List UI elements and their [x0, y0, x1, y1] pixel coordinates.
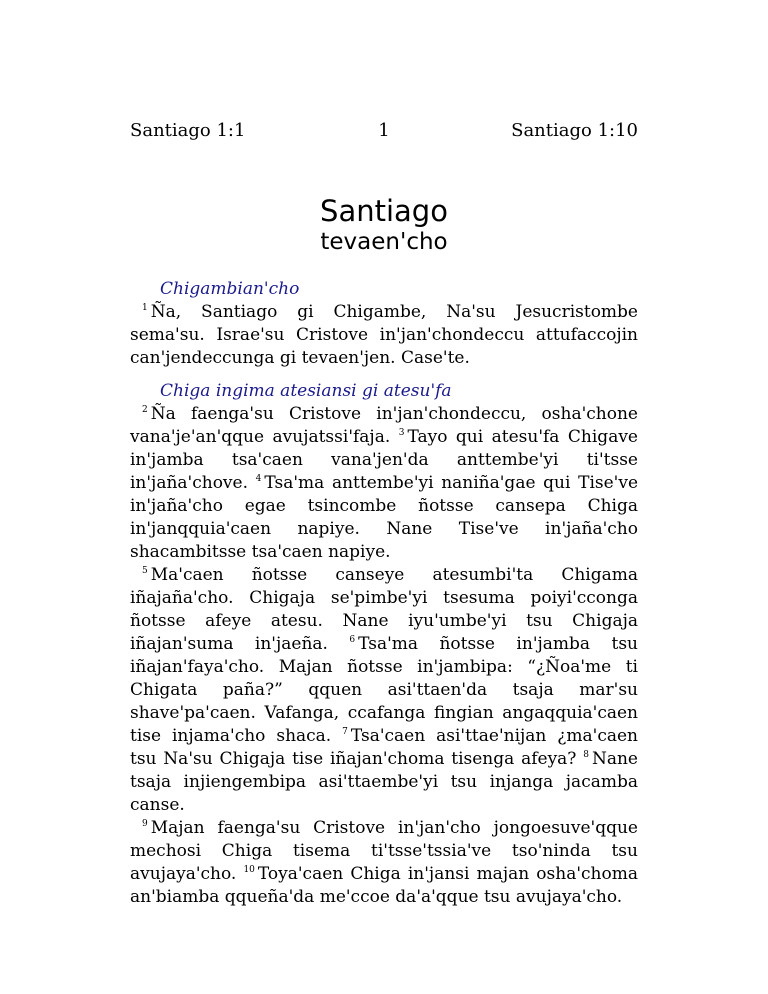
verse-number: 7 — [342, 727, 348, 738]
header-right-reference: Santiago 1:10 — [511, 120, 638, 141]
verse-text: Toya'caen Chiga in'jansi majan osha'choma an'biamba qqueña'da me'ccoe da'a'qque tsu avujaya'cho. — [130, 864, 638, 907]
verse-text: Nane tsaja injiengembipa asi'ttaembe'yi tsu injanga jacamba canse. — [130, 749, 638, 815]
verse-text: Tsa'caen asi'ttae'nijan ¿ma'caen tsu Na'su Chigaja tise iñajan'choma tisenga afeya? — [130, 726, 639, 769]
verse-text: Tayo qui atesu'fa Chigave in'jamba tsa'caen vana'jen'da anttembe'yi ti'tsse in'jaña'chove. — [130, 427, 638, 493]
verse-number: 2 — [142, 405, 148, 416]
section-gap — [130, 370, 638, 380]
paragraph — [130, 817, 638, 909]
page-number: 1 — [378, 120, 390, 141]
book-title-block — [130, 194, 638, 256]
verse-text: Tsa'ma anttembe'yi naniña'gae qui Tise've in'jaña'cho egae tsincombe ñotsse cansepa Chiga in'janqquia'caen napiye. Nane Tise've in'jaña'cho shacambitsse tsa'caen napiye. — [130, 473, 639, 562]
verse-number: 3 — [398, 428, 405, 439]
verse-text: Ña faenga'su Cristove in'jan'chondeccu, osha'chone vana'je'an'qque avujatssi'faja. — [130, 404, 638, 447]
verse-number: 5 — [142, 566, 148, 577]
verse-number: 10 — [243, 865, 255, 876]
paragraph — [130, 564, 638, 817]
header-left-reference: Santiago 1:1 — [130, 120, 246, 141]
book-title: Santiago — [320, 194, 448, 228]
verse-number: 1 — [142, 303, 148, 314]
verse-text: Majan faenga'su Cristove in'jan'cho jongoesuve'qque mechosi Chiga tisema ti'tsse'tssia've tso'ninda tsu avujaya'cho. — [130, 818, 638, 884]
verse-text: Ma'caen ñotsse canseye atesumbi'ta Chigama iñajaña'cho. Chigaja se'pimbe'yi tsesuma poiyi'cconga ñotsse afeye atesu. Nane iyu'umbe'yi tsu Chigaja iñajan'suma in'jaeña. — [130, 565, 638, 654]
verse-number: 6 — [349, 635, 356, 646]
paragraph — [130, 301, 638, 370]
verse-text: Ña, Santiago gi Chigambe, Na'su Jesucristombe sema'su. Israe'su Cristove in'jan'chondeccu attufaccojin can'jendeccunga gi tevaen'jen. Case'te. — [130, 302, 638, 368]
book-subtitle: tevaen'cho — [320, 229, 448, 255]
verse-number: 8 — [583, 750, 589, 761]
verse-text: Tsa'ma ñotsse in'jamba tsu iñajan'faya'cho. Majan ñotsse in'jambipa: “¿Ñoa'me ti Chigata paña?” qquen asi'ttaen'da tsaja mar'su shave'pa'caen. Vafanga, ccafanga fingian angaqquia'caen tise injama'cho shaca. — [130, 634, 638, 746]
running-header — [130, 120, 638, 144]
section-heading: Chiga ingima atesiansi gi atesu'fa — [160, 381, 452, 401]
scripture-body — [130, 278, 638, 909]
verse-number: 4 — [255, 474, 262, 485]
section-heading: Chigambian'cho — [160, 279, 300, 299]
verse-number: 9 — [142, 819, 148, 830]
paragraph — [130, 403, 638, 564]
